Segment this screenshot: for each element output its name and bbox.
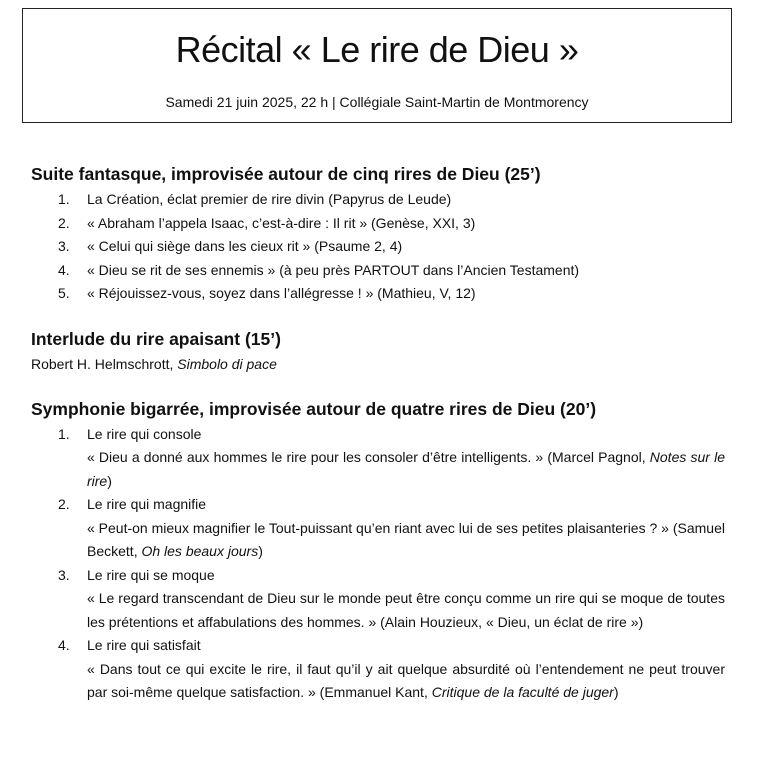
item-label: Le rire qui satisfait	[87, 637, 201, 653]
item-text: La Création, éclat premier de rire divin (Papyrus de Leude)	[87, 191, 452, 207]
composer-name: Robert H. Helmschrott,	[31, 355, 178, 372]
item-text: « Dieu se rit de ses ennemis » (à peu près PARTOUT dans l’Ancien Testament)	[87, 261, 580, 278]
quote-text: « Dans tout ce qui excite le rire, il faut qu’il y ait quelque absurdité où l’entendement ne peut trouver par soi-même quelque satisfaction. » (Emmanuel Kant,	[87, 660, 725, 700]
item-number: 1.	[58, 191, 70, 207]
movement-list	[31, 423, 725, 705]
list-item	[31, 564, 725, 635]
item-label: Le rire qui console	[87, 425, 202, 442]
section-title: Suite fantasque, improvisée autour de cinq rires de Dieu (25’)	[31, 164, 541, 184]
item-number: 3.	[58, 238, 70, 254]
section-title: Interlude du rire apaisant (15’)	[31, 328, 281, 349]
list-item	[31, 188, 725, 212]
list-item	[31, 634, 725, 705]
item-number: 2.	[58, 214, 70, 231]
quote-source: Oh les beaux jours	[141, 543, 259, 559]
quote-source: Critique de la faculté de juger	[431, 684, 614, 700]
item-quote	[87, 658, 725, 705]
list-item	[31, 282, 725, 306]
movement-list	[31, 188, 725, 306]
page-title: Récital « Le rire de Dieu »	[175, 29, 579, 70]
quote-close: )	[613, 684, 619, 700]
item-quote	[87, 587, 725, 634]
item-number: 4.	[58, 261, 70, 278]
title-box	[22, 8, 732, 123]
item-label: Le rire qui se moque	[87, 566, 215, 583]
item-text: « Celui qui siège dans les cieux rit » (Psaume 2, 4)	[87, 238, 403, 254]
item-text: « Réjouissez-vous, soyez dans l’allégresse ! » (Mathieu, V, 12)	[87, 285, 476, 301]
list-item	[31, 493, 725, 564]
quote-source: Notes sur le rire	[87, 449, 725, 489]
item-label: Le rire qui magnifie	[87, 496, 207, 512]
work-title: Simbolo di pace	[177, 355, 277, 372]
list-item	[31, 235, 725, 259]
quote-close: )	[107, 472, 112, 489]
item-number: 5.	[58, 285, 70, 301]
section-symphonie	[31, 398, 725, 705]
section-title: Symphonie bigarrée, improvisée autour de quatre rires de Dieu (20’)	[31, 398, 597, 419]
item-text: « Abraham l’appela Isaac, c’est-à-dire : Il rit » (Genèse, XXI, 3)	[87, 214, 476, 231]
item-number: 2.	[58, 496, 70, 512]
section-suite-fantasque	[31, 163, 725, 306]
item-number: 4.	[58, 637, 70, 653]
list-item	[31, 259, 725, 283]
item-number: 3.	[58, 566, 70, 583]
section-interlude	[31, 328, 725, 376]
program-content	[31, 163, 725, 727]
list-item	[31, 212, 725, 236]
quote-text: « Le regard transcendant de Dieu sur le monde peut être conçu comme un rire qui se moque de toutes les prétentions et affabulations des hommes. » (Alain Houzieux, « Dieu, un éclat de rire »)	[87, 590, 725, 630]
item-quote	[87, 517, 725, 564]
quote-text: « Dieu a donné aux hommes le rire pour les consoler d’être intelligents. » (Marcel Pagnol,	[87, 449, 650, 465]
list-item	[31, 423, 725, 494]
interlude-credit	[31, 353, 725, 376]
event-details: Samedi 21 juin 2025, 22 h | Collégiale Saint-Martin de Montmorency	[165, 94, 589, 110]
item-quote	[87, 446, 725, 493]
item-number: 1.	[58, 425, 70, 442]
quote-close: )	[258, 543, 263, 559]
quote-text: « Peut-on mieux magnifier le Tout-puissant qu’en riant avec lui de ses petites plaisanteries ? » (Samuel Beckett,	[87, 519, 725, 559]
